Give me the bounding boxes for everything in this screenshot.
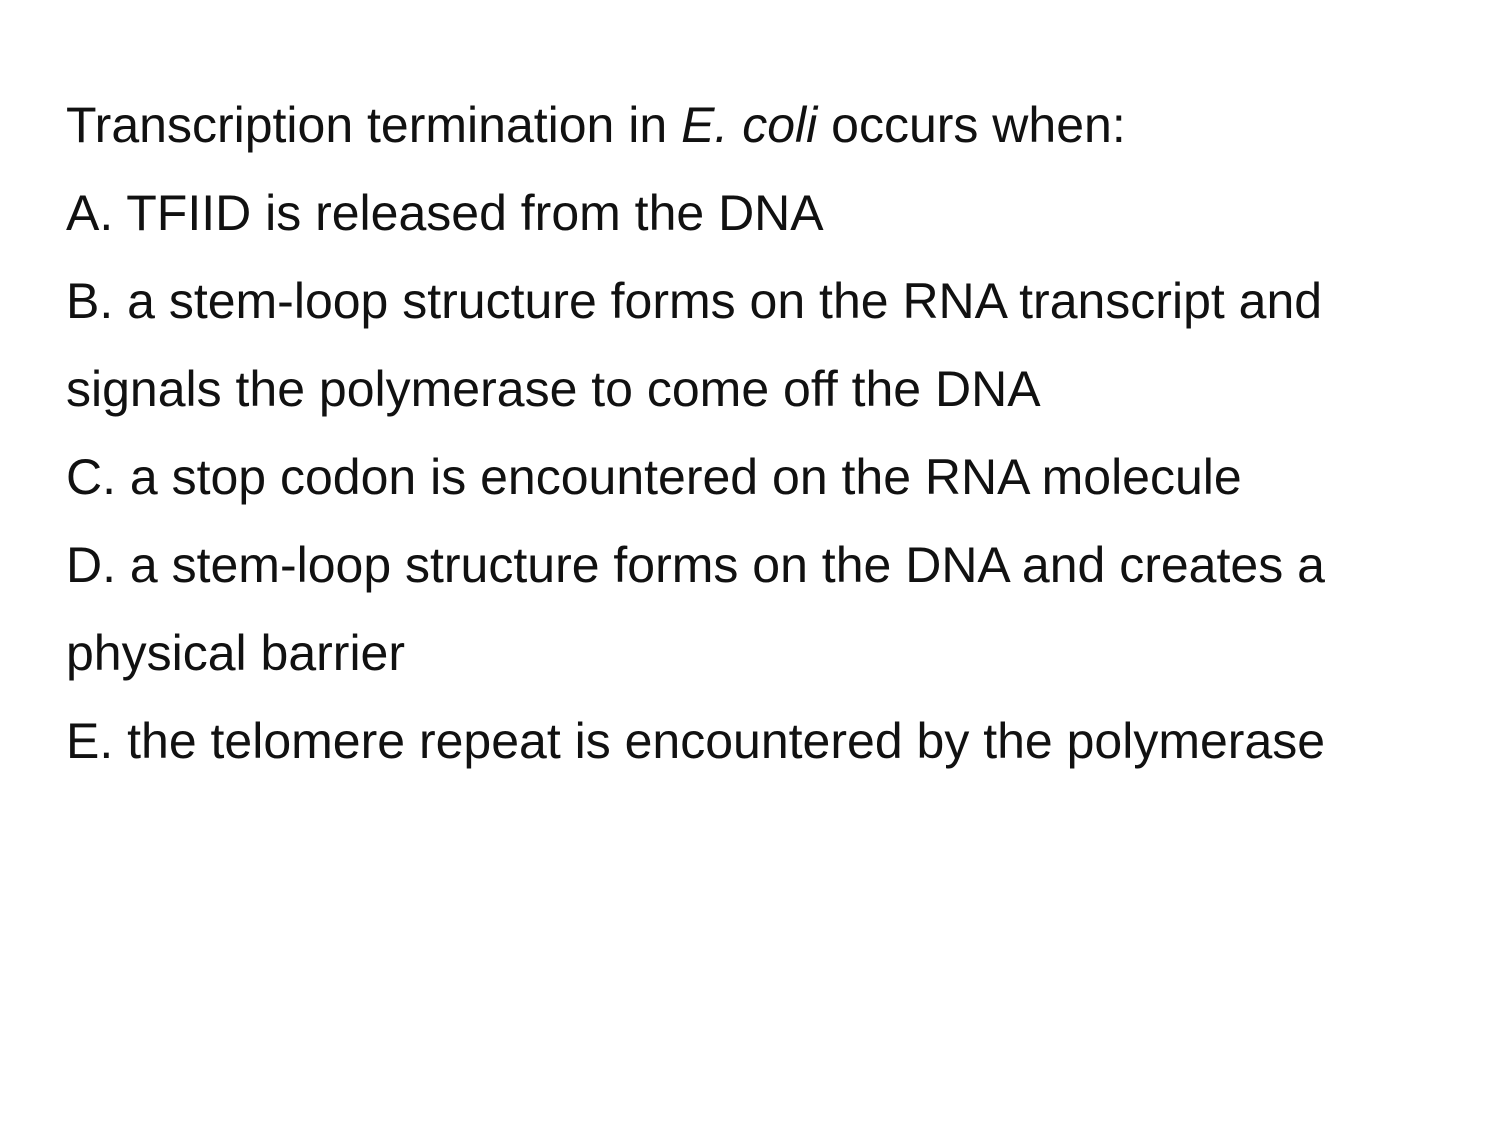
stem-text-start: Transcription termination in (66, 97, 682, 153)
question-stem (66, 81, 1446, 169)
option-d: D. a stem-loop structure forms on the DNA and creates a physical barrier (66, 537, 1325, 681)
stem-text-end: occurs when: (817, 97, 1126, 153)
option-e: E. the telomere repeat is encountered by the polymerase (66, 713, 1326, 769)
option-c: C. a stop codon is encountered on the RNA molecule (66, 449, 1242, 505)
question-block (66, 81, 1446, 785)
option-a: A. TFIID is released from the DNA (66, 185, 824, 241)
option-b: B. a stem-loop structure forms on the RNA transcript and signals the polymerase to come off the DNA (66, 273, 1323, 417)
stem-organism-italic: E. coli (681, 97, 818, 153)
